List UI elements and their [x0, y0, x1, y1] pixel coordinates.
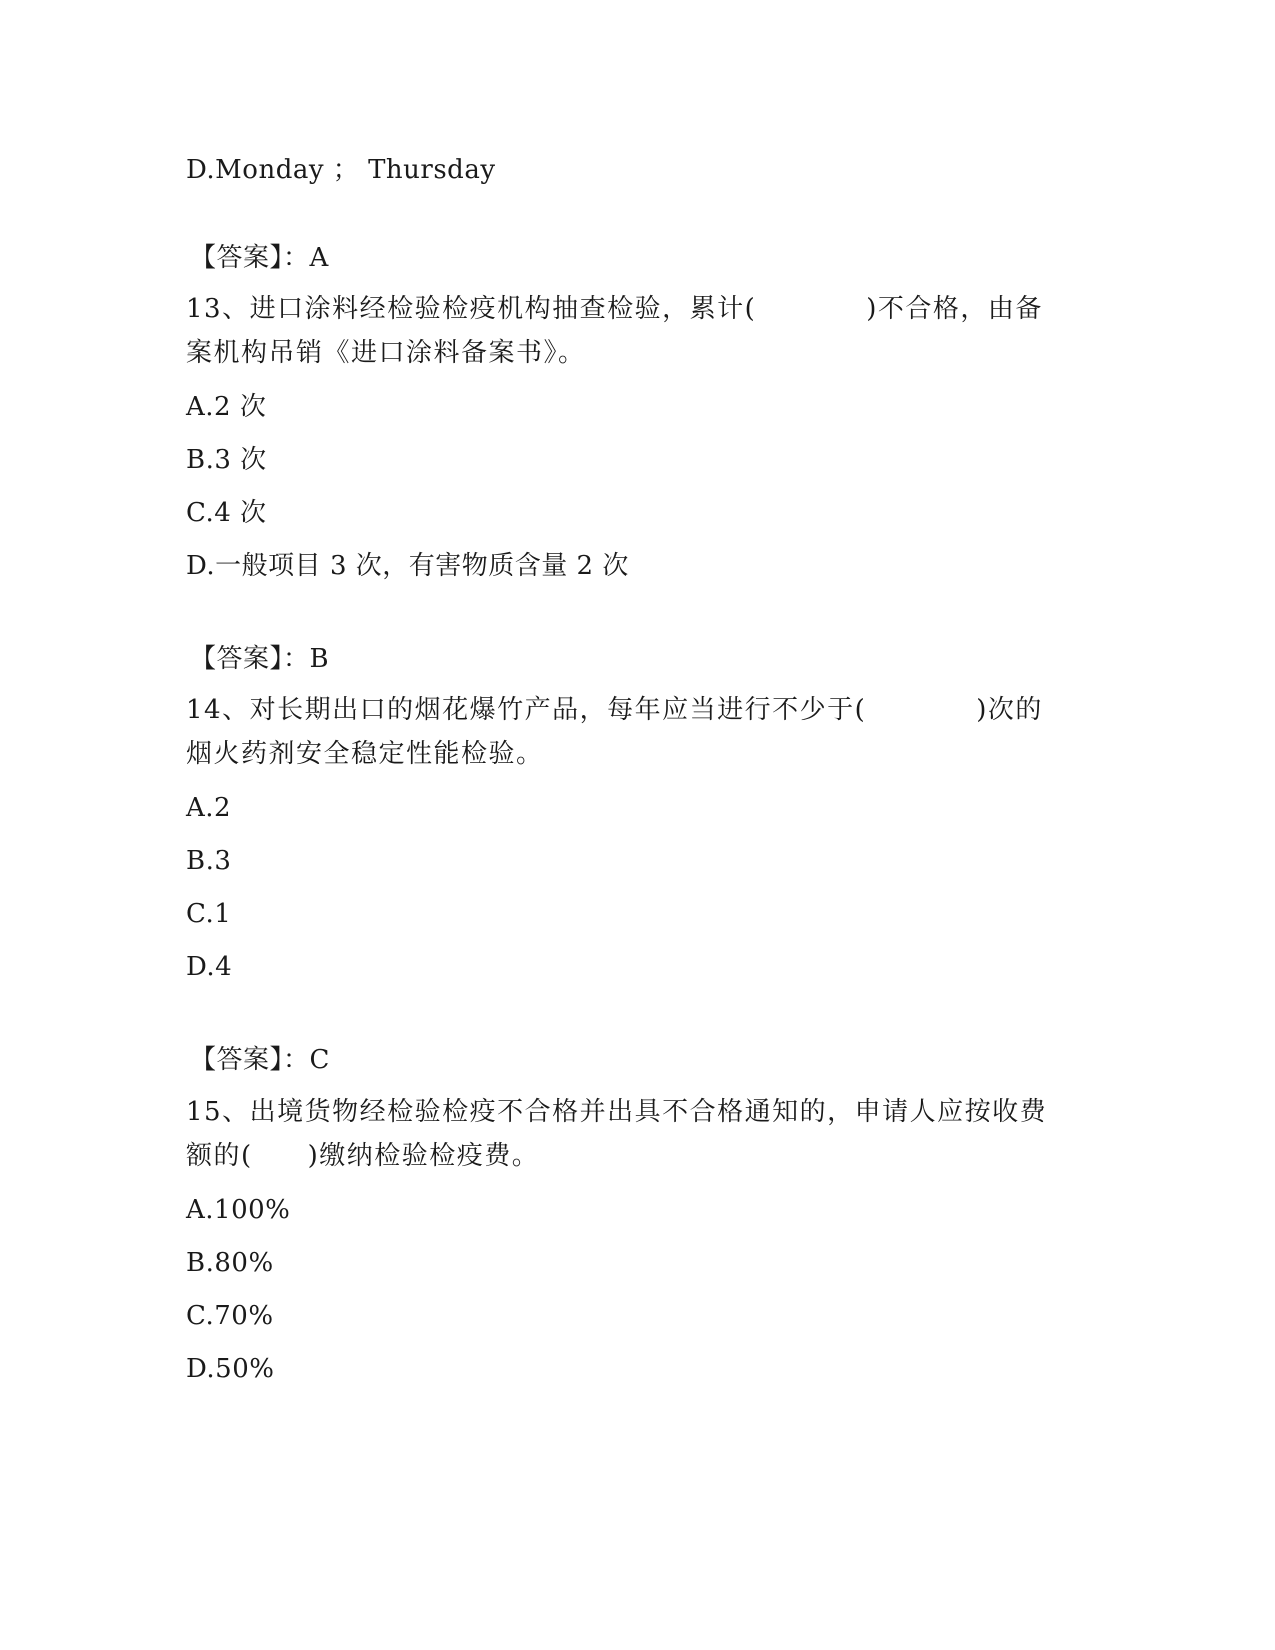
option-c: C.4 次	[186, 498, 267, 528]
option-d: D.Monday ； Thursday	[186, 155, 496, 185]
question-stem: 14、对长期出口的烟花爆竹产品，每年应当进行不少于( )次的烟火药剂安全稳定性能检验。	[186, 695, 1043, 769]
option-d: D.50%	[186, 1354, 275, 1384]
answer-label: 【答案】：B	[190, 644, 330, 674]
option-c: C.70%	[186, 1301, 274, 1331]
option-d: D.4	[186, 952, 233, 982]
option-a: A.2	[186, 793, 232, 823]
question-stem: 13、进口涂料经检验检疫机构抽查检验，累计( )不合格，由备案机构吊销《进口涂料备案书》。	[186, 294, 1043, 368]
option-d: D.一般项目 3 次，有害物质含量 2 次	[186, 551, 629, 581]
option-c: C.1	[186, 899, 232, 929]
option-a: A.100%	[186, 1195, 291, 1225]
answer-label: 【答案】：C	[190, 1045, 330, 1075]
option-b: B.3	[186, 846, 232, 876]
question-stem: 15、出境货物经检验检疫不合格并出具不合格通知的，申请人应按收费额的( )缴纳检验检疫费。	[186, 1097, 1048, 1171]
option-b: B.80%	[186, 1248, 274, 1278]
answer-label: 【答案】：A	[190, 243, 329, 273]
option-a: A.2 次	[186, 392, 267, 422]
option-b: B.3 次	[186, 445, 267, 475]
